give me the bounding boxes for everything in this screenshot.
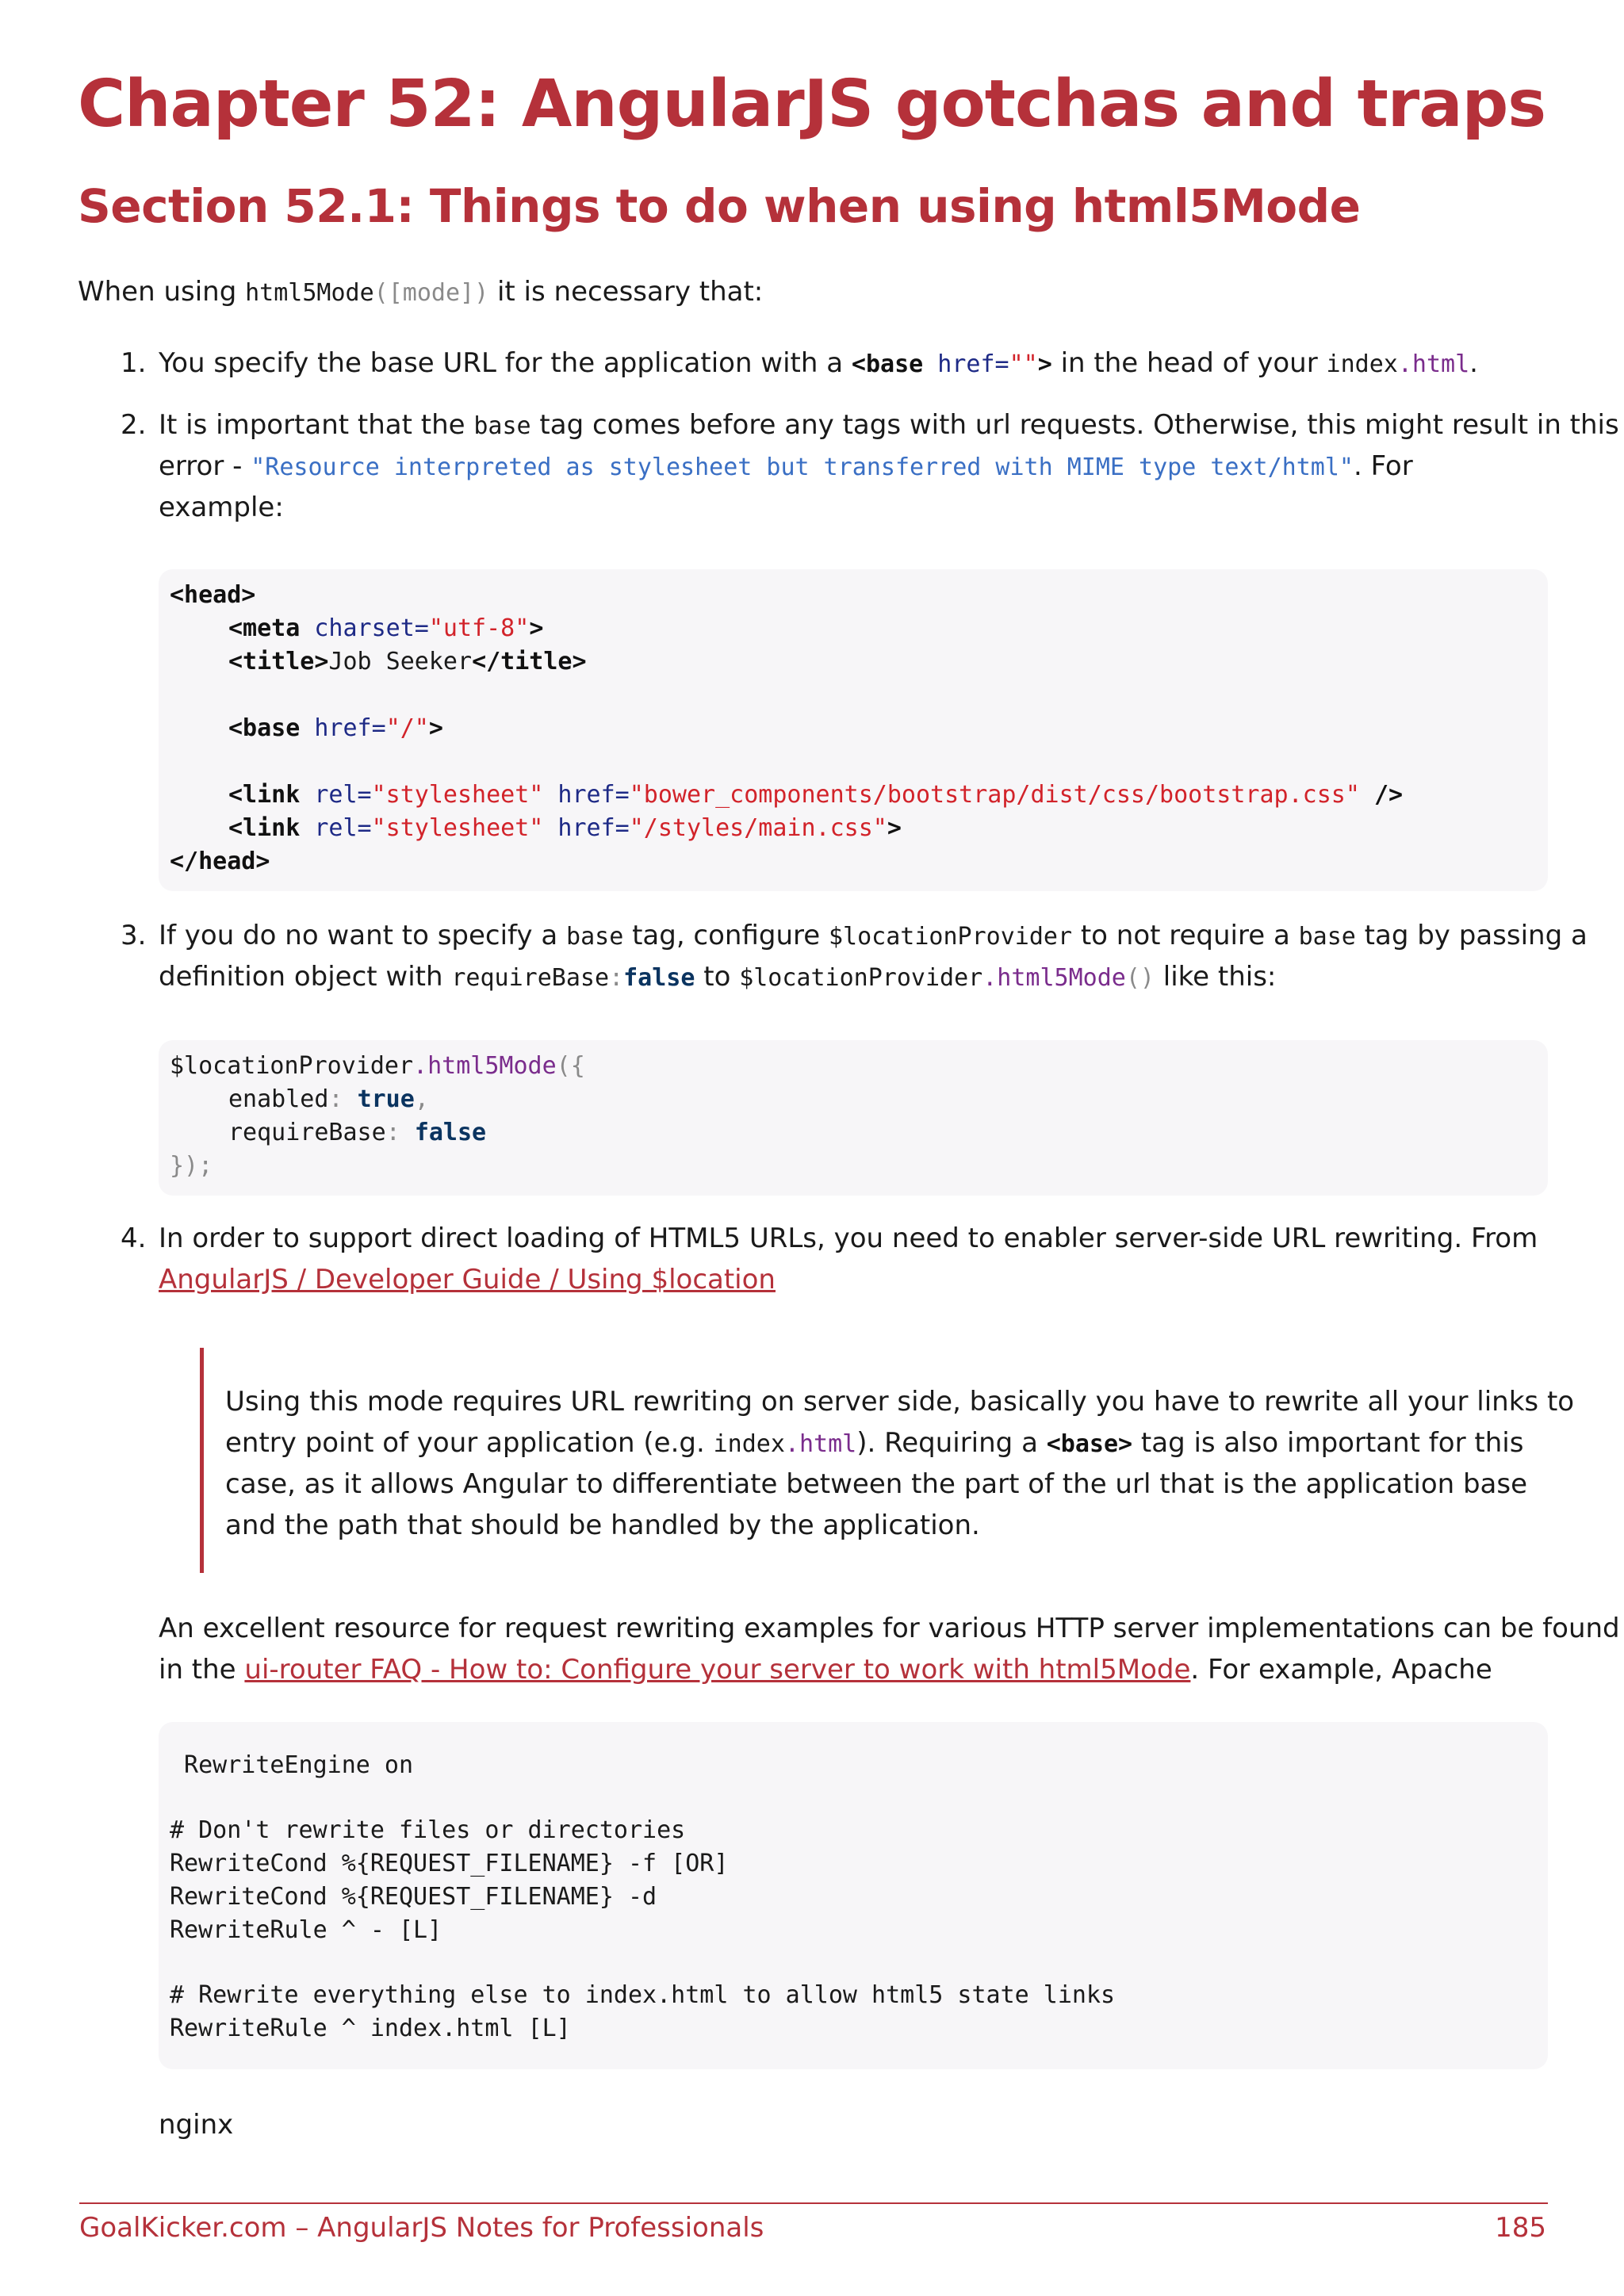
quote-line: case, as it allows Angular to differentiate between the part of the url that is the application base	[225, 1468, 1528, 1500]
resource-paragraph-line: in the ui-router FAQ - How to: Configure your server to work with html5Mode. For example, Apache	[159, 1654, 1492, 1686]
list-item-number: 3.	[121, 920, 147, 951]
angularjs-guide-link[interactable]: AngularJS / Developer Guide / Using $location	[159, 1264, 776, 1295]
list-item-line	[159, 1259, 776, 1300]
resource-paragraph: An excellent resource for request rewriting examples for various HTTP server implementations can be found	[159, 1613, 1620, 1644]
code-line: });	[170, 1152, 213, 1180]
code-line: # Don't rewrite files or directories	[170, 1816, 686, 1844]
code-line: RewriteCond %{REQUEST_FILENAME} -f [OR]	[170, 1850, 729, 1877]
list-item: In order to support direct loading of HTML5 URLs, you need to enabler server-side URL rewriting. From	[159, 1223, 1538, 1254]
code-line: $locationProvider.html5Mode({	[170, 1052, 585, 1080]
quote-line: and the path that should be handled by the application.	[225, 1510, 980, 1541]
quote-line: entry point of your application (e.g. index.html). Requiring a <base> tag is also important for this	[225, 1427, 1524, 1459]
code-line: RewriteEngine on	[170, 1751, 414, 1779]
code-line: requireBase: false	[228, 1119, 487, 1146]
list-item: You specify the base URL for the application with a <base href=""> in the head of your index.html.	[159, 347, 1478, 379]
code-line: <head>	[170, 581, 256, 609]
chapter-title: Chapter 52: AngularJS gotchas and traps	[78, 67, 1546, 142]
list-item: If you do no want to specify a base tag, configure $locationProvider to not require a base tag by passing a	[159, 920, 1588, 951]
ui-router-faq-link[interactable]: ui-router FAQ - How to: Configure your server to work with html5Mode	[244, 1654, 1191, 1686]
code-line: <link rel="stylesheet" href="/styles/main.css">	[228, 814, 902, 842]
list-item: It is important that the base tag comes before any tags with url requests. Otherwise, this might result in this	[159, 409, 1619, 441]
code-line: RewriteCond %{REQUEST_FILENAME} -d	[170, 1883, 657, 1911]
code-line: <base href="/">	[228, 714, 443, 742]
code-line: <meta charset="utf-8">	[228, 614, 544, 642]
code-line: # Rewrite everything else to index.html to allow html5 state links	[170, 1981, 1116, 2009]
list-item-line: error - "Resource interpreted as stylesheet but transferred with MIME type text/html". For	[159, 450, 1413, 482]
quote-bar	[200, 1348, 204, 1573]
list-item-line: example:	[159, 492, 284, 523]
list-item-number: 2.	[121, 409, 147, 441]
intro-paragraph: When using html5Mode([mode]) it is necessary that:	[78, 276, 764, 308]
code-line: RewriteRule ^ index.html [L]	[170, 2015, 571, 2042]
code-line: <title>Job Seeker</title>	[228, 648, 587, 675]
section-title: Section 52.1: Things to do when using html5Mode	[78, 179, 1361, 233]
code-line: </head>	[170, 848, 270, 875]
list-item-number: 4.	[121, 1223, 147, 1254]
code-line: RewriteRule ^ - [L]	[170, 1916, 442, 1944]
code-line: <link rel="stylesheet" href="bower_components/bootstrap/dist/css/bootstrap.css" />	[228, 781, 1404, 809]
list-item-line: definition object with requireBase:false to $locationProvider.html5Mode() like this:	[159, 961, 1277, 993]
inline-code: html5Mode	[245, 279, 374, 307]
code-line: enabled: true,	[228, 1085, 429, 1113]
nginx-label: nginx	[159, 2109, 234, 2141]
page-number: 185	[1495, 2212, 1546, 2244]
list-item-number: 1.	[121, 347, 147, 379]
footer-divider	[79, 2202, 1548, 2204]
quote-line: Using this mode requires URL rewriting on server side, basically you have to rewrite all your links to	[225, 1386, 1575, 1418]
footer-site: GoalKicker.com – AngularJS Notes for Professionals	[79, 2212, 764, 2244]
